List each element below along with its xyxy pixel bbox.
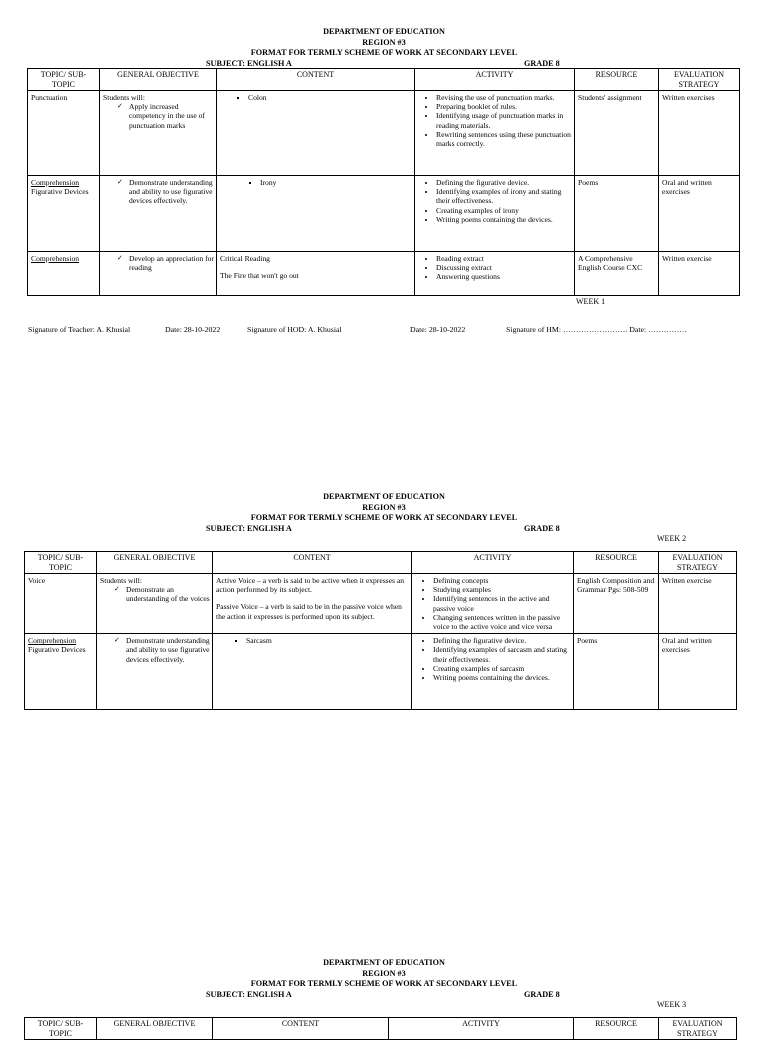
week-label: WEEK 1 <box>576 297 606 306</box>
activity-item: • Creating examples of sarcasm <box>433 664 571 673</box>
objective-item: ✓ Develop an appreciation for reading <box>117 254 214 272</box>
col-resource: RESOURCE <box>574 552 659 574</box>
col-content: CONTENT <box>213 552 412 574</box>
col-resource: RESOURCE <box>575 69 659 91</box>
table-row <box>28 252 740 296</box>
region-title: REGION #3 <box>362 502 406 512</box>
teacher-date: Date: 28-10-2022 <box>165 325 221 334</box>
hod-date: Date: 28-10-2022 <box>410 325 466 334</box>
table-header-row <box>25 1018 737 1040</box>
col-resource: RESOURCE <box>574 1018 659 1040</box>
evaluation-cell: Written exercises <box>662 93 715 102</box>
activity-item: • Answering questions <box>436 272 572 281</box>
topic-cell: Punctuation <box>31 93 68 102</box>
activity-item: • Defining concepts <box>433 576 571 585</box>
col-content: CONTENT <box>213 1018 389 1040</box>
col-evaluation: EVALUATION STRATEGY <box>659 69 740 91</box>
content-paragraph: Active Voice – a verb is said to be active when it expresses an action performed by its subject. <box>216 576 405 595</box>
activity-item: • Identifying usage of punctuation marks in reading materials. <box>436 111 572 129</box>
col-topic: TOPIC/ SUB-TOPIC <box>25 1018 97 1040</box>
grade-label: GRADE 8 <box>524 523 560 533</box>
activity-item: • Changing sentences written in the passive voice to the active voice and vice versa <box>433 613 571 631</box>
activity-item: • Identifying sentences in the active and passive voice <box>433 594 571 612</box>
table-row <box>28 91 740 176</box>
department-title: DEPARTMENT OF EDUCATION <box>323 27 445 36</box>
evaluation-cell: Written exercise <box>662 254 712 263</box>
content-line: Critical Reading <box>220 254 270 263</box>
content-item: ▪ Sarcasm <box>246 636 409 645</box>
activity-item: • Creating examples of irony <box>436 206 572 215</box>
activity-item: • Writing poems containing the devices. <box>436 215 572 224</box>
resource-cell: English Composition and Grammar Pgs: 508-509 <box>577 576 655 595</box>
activity-item: • Reading extract <box>436 254 572 263</box>
table-row <box>25 634 737 710</box>
evaluation-cell: Written exercise <box>662 576 712 585</box>
activity-item: • Studying examples <box>433 585 571 594</box>
content-item: ▪ Irony <box>260 178 412 187</box>
subject-label: SUBJECT: ENGLISH A <box>206 523 292 533</box>
activity-item: • Identifying examples of irony and stating their effectiveness. <box>436 187 572 205</box>
objective-intro: Students will: <box>100 576 142 585</box>
col-content: CONTENT <box>217 69 415 91</box>
activity-item: • Discussing extract <box>436 263 572 272</box>
activity-item: • Revising the use of punctuation marks. <box>436 93 572 102</box>
objective-item: ✓ Demonstrate understanding and ability to use figurative devices effectively. <box>117 178 214 206</box>
objective-item: ✓ Demonstrate an understanding of the voices <box>114 585 210 603</box>
header-block-week2 <box>0 492 768 534</box>
activity-item: • Rewriting sentences using these punctuation marks correctly. <box>436 130 572 148</box>
table-header-row <box>28 69 740 91</box>
teacher-signature: Signature of Teacher: A. Khusial <box>28 325 131 334</box>
col-topic: TOPIC/ SUB-TOPIC <box>25 552 97 574</box>
week-label: WEEK 3 <box>657 1000 687 1009</box>
col-activity: ACTIVITY <box>415 69 575 91</box>
content-line: The Fire that won't go out <box>220 271 299 281</box>
col-evaluation: EVALUATION STRATEGY <box>659 552 737 574</box>
table-row <box>25 574 737 634</box>
table-row <box>28 176 740 252</box>
evaluation-cell: Oral and written exercises <box>662 636 712 655</box>
table-header-row <box>25 552 737 574</box>
topic-cell: Voice <box>28 576 46 585</box>
activity-item: • Preparing booklet of rules. <box>436 102 572 111</box>
resource-cell: Poems <box>577 636 598 646</box>
evaluation-cell: Oral and written exercises <box>662 178 712 197</box>
resource-cell: Poems <box>578 178 599 187</box>
topic-cell: Comprehension <box>31 254 80 263</box>
scheme-table-week2 <box>24 551 737 710</box>
col-objective: GENERAL OBJECTIVE <box>100 69 217 91</box>
department-title: DEPARTMENT OF EDUCATION <box>323 958 445 967</box>
region-title: REGION #3 <box>362 37 406 47</box>
col-objective: GENERAL OBJECTIVE <box>97 552 213 574</box>
grade-label: GRADE 8 <box>524 58 560 68</box>
format-title: FORMAT FOR TERMLY SCHEME OF WORK AT SECONDARY LEVEL <box>250 513 518 522</box>
grade-label: GRADE 8 <box>524 989 560 999</box>
week-label: WEEK 2 <box>657 534 687 543</box>
col-evaluation: EVALUATION STRATEGY <box>659 1018 737 1040</box>
activity-item: • Identifying examples of sarcasm and stating their effectiveness. <box>433 645 571 663</box>
header-block-week3 <box>0 958 768 1000</box>
scheme-table-week3 <box>24 1017 737 1040</box>
col-activity: ACTIVITY <box>412 552 574 574</box>
objective-intro: Students will: <box>103 93 145 102</box>
col-objective: GENERAL OBJECTIVE <box>97 1018 213 1040</box>
resource-cell: Students' assignment <box>578 93 642 102</box>
region-title: REGION #3 <box>362 968 406 978</box>
subtopic-cell: Figurative Devices <box>28 645 86 655</box>
objective-item: ✓ Apply increased competency in the use of punctuation marks <box>117 102 214 130</box>
resource-cell: A Comprehensive English Course CXC <box>578 254 643 273</box>
hm-signature: Signature of HM: ……………………. Date: …………… <box>506 325 688 334</box>
subtopic-cell: Figurative Devices <box>31 187 89 197</box>
hod-signature: Signature of HOD: A. Khusial <box>247 325 342 334</box>
activity-item: • Defining the figurative device. <box>436 178 572 187</box>
subject-label: SUBJECT: ENGLISH A <box>206 989 292 999</box>
activity-item: • Defining the figurative device. <box>433 636 571 645</box>
col-topic: TOPIC/ SUB-TOPIC <box>28 69 100 91</box>
content-item: ▪ Colon <box>248 93 412 102</box>
content-paragraph: Passive Voice – a verb is said to be in the passive voice when the action it expresses is performed upon its subject. <box>216 602 402 621</box>
header-block-week1 <box>0 27 768 69</box>
activity-item: • Writing poems containing the devices. <box>433 673 571 682</box>
col-activity: ACTIVITY <box>389 1018 574 1040</box>
department-title: DEPARTMENT OF EDUCATION <box>323 492 445 501</box>
topic-cell: Comprehension <box>31 178 80 187</box>
format-title: FORMAT FOR TERMLY SCHEME OF WORK AT SECONDARY LEVEL <box>250 979 518 988</box>
format-title: FORMAT FOR TERMLY SCHEME OF WORK AT SECONDARY LEVEL <box>250 48 518 57</box>
topic-cell: Comprehension <box>28 636 77 646</box>
subject-label: SUBJECT: ENGLISH A <box>206 58 292 68</box>
scheme-table-week1 <box>27 68 740 296</box>
objective-item: ✓ Demonstrate understanding and ability to use figurative devices effectively. <box>114 636 210 664</box>
